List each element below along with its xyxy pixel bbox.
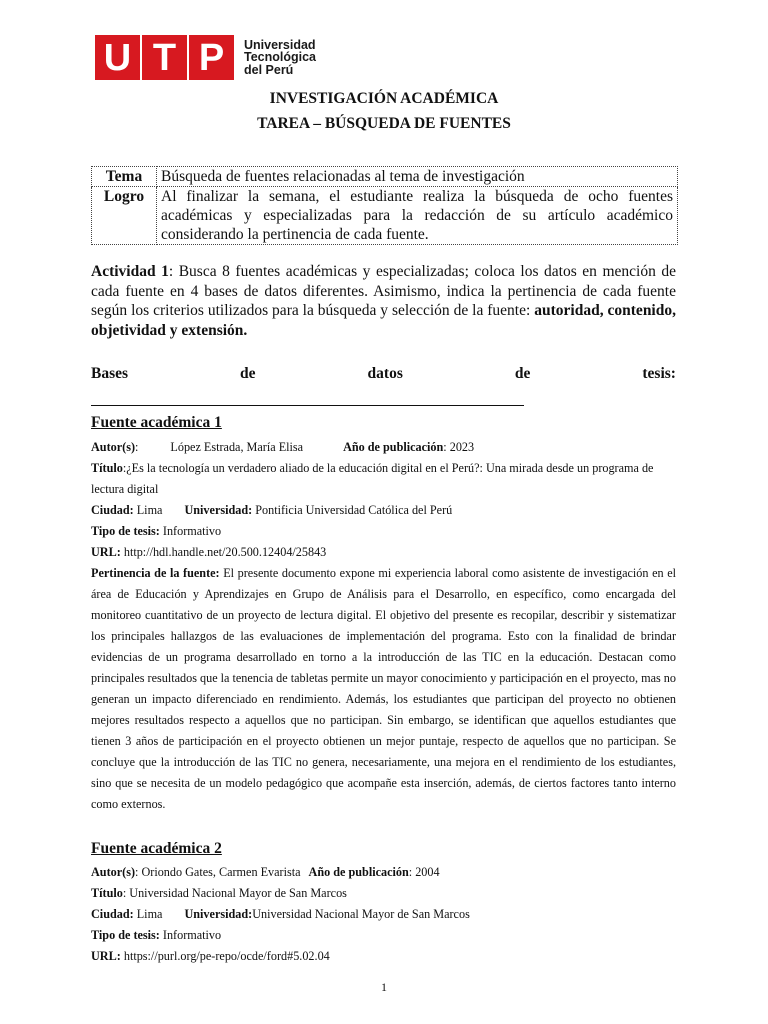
tema-value: Búsqueda de fuentes relacionadas al tema de investigación [157,167,678,187]
source-1-university: Pontificia Universidad Católica del Perú [255,503,453,517]
utp-logo [95,35,316,80]
source-2-author-row: Autor(s): Oriondo Gates, Carmen Evarista Año de publicación: 2004 [91,865,440,879]
source-2-url-row: URL: https://purl.org/pe-repo/ocde/ford#5.02.04 [91,949,330,963]
source-2-thesis-type: Informativo [162,928,222,942]
document-title: INVESTIGACIÓN ACADÉMICA [269,90,499,107]
source-1-title: ¿Es la tecnología un verdadero aliado de la educación digital en el Perú?: Una mirada desde un programa de lectura digital [91,461,654,496]
document-subtitle: TAREA – BÚSQUEDA DE FUENTES [257,115,511,132]
source-2-details [91,862,676,967]
logo-letter-t: T [142,35,187,80]
bases-de-datos-heading: Bases de datos de tesis: [91,365,676,382]
source-2-type-row: Tipo de tesis: Informativo [91,928,222,942]
table-row [92,187,678,245]
logo-letter-u: U [95,35,140,80]
source-1-author-row: Autor(s): López Estrada, María Elisa Año de publicación: 2023 [91,440,475,454]
logo-letter-p: P [189,35,234,80]
source-1-author: López Estrada, María Elisa [170,440,304,454]
logro-label: Logro [92,187,157,245]
source-1-url-row: URL: http://hdl.handle.net/20.500.12404/25843 [91,545,327,559]
source-2-title: Universidad Nacional Mayor de San Marcos [129,886,347,900]
source-2-url[interactable]: https://purl.org/pe-repo/ocde/ford#5.02.04 [123,949,330,963]
source-1-year: 2023 [449,440,475,454]
logro-value: Al finalizar la semana, el estudiante realiza la búsqueda de ocho fuentes académicas y especializadas para la redacción de su artículo académico considerando la pertinencia de cada fuente. [157,187,678,245]
logo-university-name: Universidad Tecnológica del Perú [244,37,317,77]
table-row [92,167,678,187]
source-1-thesis-type: Informativo [162,524,222,538]
fill-in-line [91,405,524,406]
page-number: 1 [381,980,387,994]
source-2-university: Universidad Nacional Mayor de San Marcos [252,907,470,921]
source-2-year: 2004 [415,865,440,879]
source-1-city-row: Ciudad: Lima Universidad: Pontificia Universidad Católica del Perú [91,503,453,517]
activity-instructions [91,262,676,340]
tema-logro-table [91,166,678,245]
source-1-details [91,437,676,815]
source-2-city: Lima [136,907,163,921]
source-1-title-row: Título:¿Es la tecnología un verdadero aliado de la educación digital en el Perú?: Una mirada desde un programa de lectura digital [91,461,654,496]
source-2-city-row: Ciudad: Lima Universidad:Universidad Nacional Mayor de San Marcos [91,907,470,921]
activity-text: : Busca 8 fuentes académicas y especializadas; coloca los datos en mención de cada fuente en 4 bases de datos diferentes. Asimismo, indica la pertinencia de cada fuente según los criterios utilizados para la búsqueda y selección de la fuente: [91,263,676,319]
source-2-author: Oriondo Gates, Carmen Evarista [141,865,301,879]
activity-criteria: autoridad, contenido, objetividad y extensión. [91,302,676,339]
source-2-title-row: Título: Universidad Nacional Mayor de San Marcos [91,886,347,900]
source-2-heading: Fuente académica 2 [91,840,222,857]
source-1-url[interactable]: http://hdl.handle.net/20.500.12404/25843 [123,545,327,559]
activity-label: Actividad 1 [91,263,169,280]
tema-label: Tema [92,167,157,187]
source-1-relevance: Pertinencia de la fuente: El presente documento expone mi experiencia laboral como asistente de investigación en el área de Educación y Aprendizajes en Grupo de Análisis para el Desarrollo, en específico, como encargada del monitoreo cuantitativo de un proyecto de lectura digital. El objetivo del presente es recopilar, describir y sistematizar los principales hallazgos de las evaluaciones de implementación del programa. Esto con la finalidad de brindar evidencias de un programa desarrollado en torno a la introducción de las TIC en la educación. Destacan como principales resultados que la tenencia de tabletas permite un mayor conocimiento y participación en el proyecto, mas no generan un impacto diferenciado en rendimiento. Además, los estudiantes que participan del proyecto no obtienen mejores resultados respecto a aquellos que no participan. Sin embargo, se identifican que aquellos estudiantes que tienen 3 años de participación en el proyecto obtienen un mejor puntaje, respecto de aquellos que no participan. Se concluye que la introducción de las TIC no genera, necesariamente, una mejora en el rendimiento de los estudiantes, sino que se necesita de un modelo pedagógico que acompañe esta inserción, además, de ciertos factores tanto interno como externos. [91,566,676,811]
source-1-relevance-text: El presente documento expone mi experiencia laboral como asistente de investigación en el área de Educación y Aprendizajes en Grupo de Análisis para el Desarrollo, en específico, como encargada del monitoreo cuantitativo de un proyecto de lectura digital. El objetivo del presente es recopilar, describir y sistematizar los principales hallazgos de las evaluaciones de implementación del programa. Esto con la finalidad de brindar evidencias de un programa desarrollado en torno a la introducción de las TIC en la educación. Destacan como principales resultados que la tenencia de tabletas permite un mayor conocimiento y participación en el proyecto, mas no generan un impacto diferenciado en rendimiento. Además, los estudiantes que participan del proyecto no obtienen mejores resultados respecto a aquellos que no participan. Sin embargo, se identifican que aquellos estudiantes que tienen 3 años de participación en el proyecto obtienen un mejor puntaje, respecto de aquellos que no participan. Se concluye que la introducción de las TIC no genera, necesariamente, una mejora en el rendimiento de los estudiantes, sino que se necesita de un modelo pedagógico que acompañe esta inserción, además, de ciertos factores tanto interno como externos. [91,566,676,811]
source-1-city: Lima [136,503,163,517]
source-1-heading: Fuente académica 1 [91,414,222,431]
source-1-type-row: Tipo de tesis: Informativo [91,524,222,538]
